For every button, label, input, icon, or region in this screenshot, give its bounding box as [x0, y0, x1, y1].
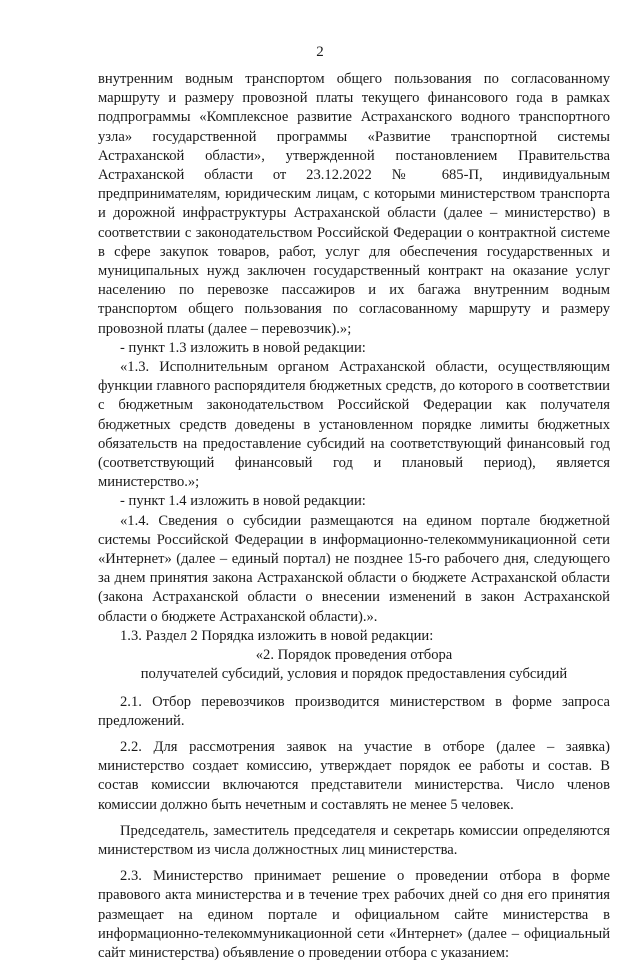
paragraph-item-1-3-text: «1.3. Исполнительным органом Астраханской области, осуществляющим функции главного распорядителя бюджетных средств, до которого в соответствии с бюджетным законодательством Российской Федерации как получателя бюджетных средств доведены в установленном порядке лимиты бюджетных обязательств на предоставление субсидий на соответствующий финансовый год (соответствующий финансовый год и плановый период), является министерство.»;: [98, 359, 610, 491]
paragraph-section-2-intro: 1.3. Раздел 2 Порядка изложить в новой редакции:: [120, 627, 434, 644]
page-number: 2: [316, 44, 324, 60]
document-body: [98, 70, 610, 963]
paragraph-item-1-3-intro: - пункт 1.3 изложить в новой редакции:: [120, 339, 366, 356]
paragraph-continuation: внутренним водным транспортом общего пользования по согласованному маршруту и размеру провозной платы текущего финансового года в рамках подпрограммы «Комплексное развитие Астраханского водного транспортного узла» государственной программы «Развитие транспортной системы Астраханской области», утвержденной постановлением Правительства Астраханской области от 23.12.2022 № 685-П, индивидуальным предпринимателям, юридическим лицам, с которыми министерством транспорта и дорожной инфраструктуры Астраханской области (далее – министерство) в соответствии с законодательством Российской Федерации о контрактной системе в сфере закупок товаров, работ, услуг для обеспечения государственных и муниципальных нужд заключен государственный контракт на оказание услуг населению по перевозке пассажиров и их багажа внутренним водным транспортом общего пользования по согласованному маршруту и размеру провозной платы (далее – перевозчик).»;: [98, 71, 610, 337]
clause-2-2-chair: Председатель, заместитель председателя и секретарь комиссии определяются министерством из числа должностных лиц министерства.: [98, 822, 610, 858]
section-2-subtitle: получателей субсидий, условия и порядок предоставления субсидий: [140, 666, 568, 683]
section-2-title: «2. Порядок проведения отбора: [255, 647, 453, 664]
clause-2-3: 2.3. Министерство принимает решение о проведении отбора в форме правового акта министерства и в течение трех рабочих дней со дня его принятия размещает на едином портале и официальном сайте министерства в информационно-телекоммуникационной сети «Интернет» (далее – официальный сайт министерства) объявление о проведении отбора с указанием:: [98, 868, 610, 961]
clause-2-2: 2.2. Для рассмотрения заявок на участие в отборе (далее – заявка) министерство создает комиссию, утверждает порядок ее работы и состав. В состав комиссии включаются представители министерства. Число членов комиссии должно быть нечетным и составлять не менее 5 человек.: [98, 738, 610, 813]
paragraph-item-1-4-text: «1.4. Сведения о субсидии размещаются на едином портале бюджетной системы Российской Федерации в информационно-телекоммуникационной сети «Интернет» (далее – единый портал) не позднее 15-го рабочего дня, следующего за днем принятия закона Астраханской области о бюджете Астраханской области (закона Астраханской области о внесении изменений в закон Астраханской области о бюджете Астраханской области).».: [98, 512, 610, 625]
clause-2-1: 2.1. Отбор перевозчиков производится министерством в форме запроса предложений.: [98, 693, 610, 729]
paragraph-item-1-4-intro: - пункт 1.4 изложить в новой редакции:: [120, 493, 366, 510]
